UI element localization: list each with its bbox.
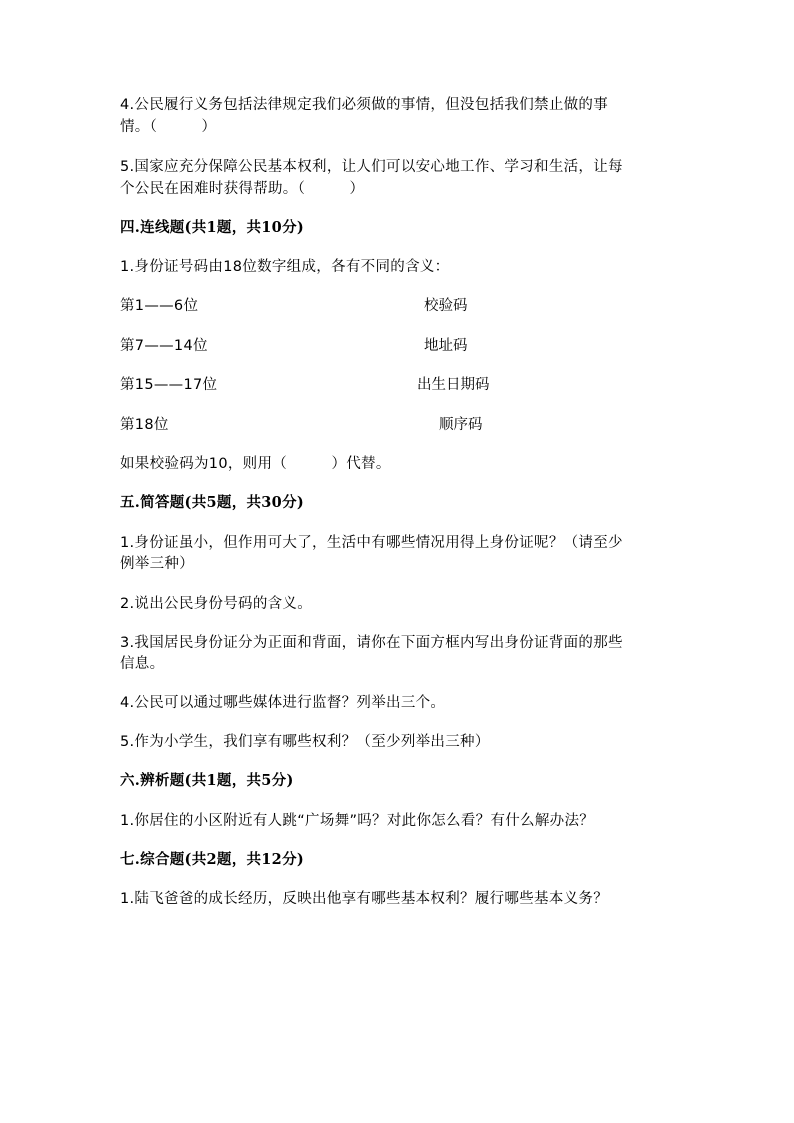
match-right-4: 顺序码	[439, 417, 483, 433]
judge-q4-line1: 4.公民履行义务包括法律规定我们必须做的事情，但没包括我们禁止做的事	[120, 97, 609, 113]
section5-heading: 五.简答题(共5题，共30分)	[120, 494, 305, 511]
match-left-4: 第18位	[120, 417, 169, 433]
section5-q3-line2: 信息。	[120, 656, 165, 672]
section5-q4: 4.公民可以通过哪些媒体进行监督？列举出三个。	[120, 695, 446, 711]
section5-q2: 2.说出公民身份号码的含义。	[120, 596, 313, 612]
section4-q1: 1.身份证号码由18位数字组成，各有不同的含义：	[120, 259, 450, 275]
section7-q1: 1.陆飞爸爸的成长经历，反映出他享有哪些基本权利？履行哪些基本义务？	[120, 891, 609, 907]
judge-q4-line2: 情。（ ）	[120, 119, 217, 135]
match-right-2: 地址码	[424, 338, 468, 354]
section5-q3-line1: 3.我国居民身份证分为正面和背面，请你在下面方框内写出身份证背面的那些	[120, 635, 623, 651]
section5-q5: 5.作为小学生，我们享有哪些权利？（至少列举出三种）	[120, 734, 490, 750]
section5-q1-line1: 1.身份证虽小，但作用可大了，生活中有哪些情况用得上身份证呢？（请至少	[120, 535, 623, 551]
match-right-1: 校验码	[424, 298, 468, 314]
match-left-3: 第15——17位	[120, 377, 218, 393]
section5-q1-line2: 例举三种）	[120, 556, 194, 572]
judge-q5-line2: 个公民在困难时获得帮助。（ ）	[120, 181, 365, 197]
section4-heading: 四.连线题(共1题，共10分)	[120, 219, 305, 236]
section6-q1: 1.你居住的小区附近有人跳“广场舞”吗？对此你怎么看？有什么解办法？	[120, 813, 595, 829]
section4-note: 如果校验码为10，则用（ ）代替。	[120, 456, 391, 472]
section6-heading: 六.辨析题(共1题，共5分)	[120, 772, 294, 789]
match-left-2: 第7——14位	[120, 338, 208, 354]
match-left-1: 第1——6位	[120, 298, 199, 314]
judge-q5-line1: 5.国家应充分保障公民基本权利，让人们可以安心地工作、学习和生活，让每	[120, 159, 623, 175]
match-right-3: 出生日期码	[417, 377, 490, 393]
section7-heading: 七.综合题(共2题，共12分)	[120, 851, 305, 868]
